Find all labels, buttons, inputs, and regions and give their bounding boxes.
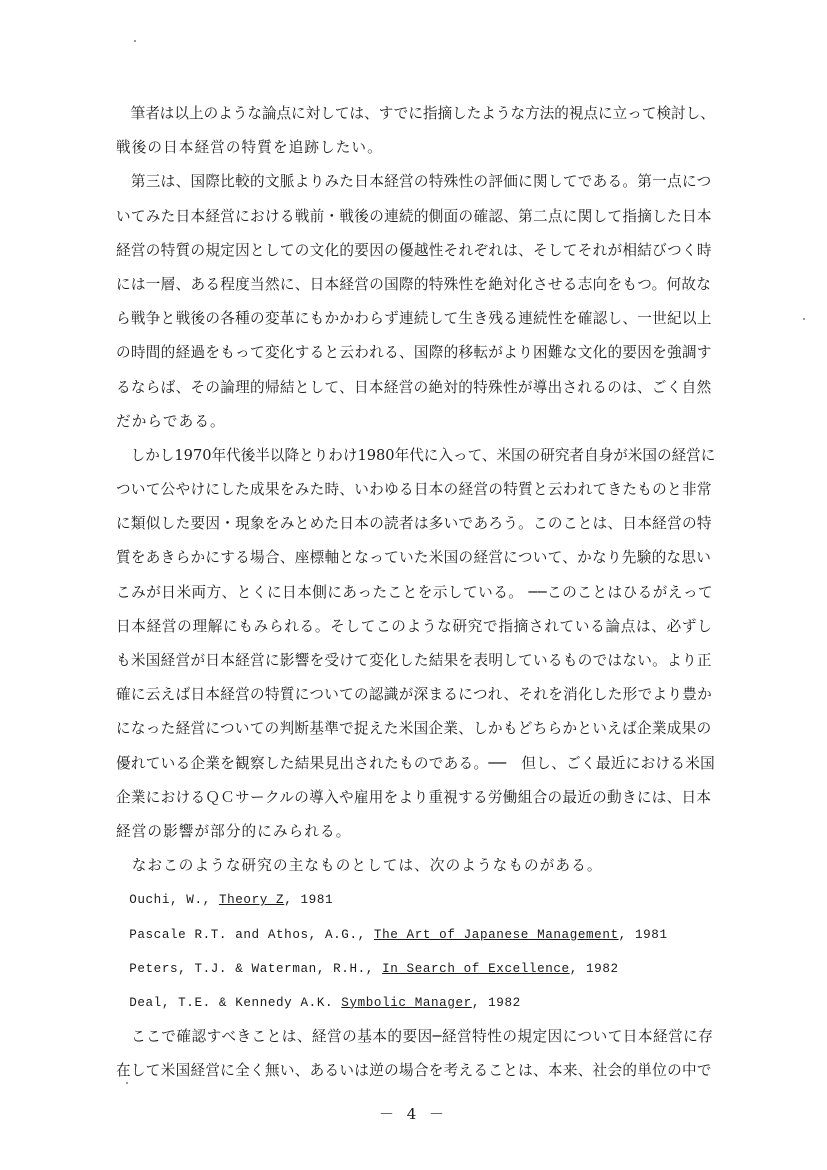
text-line: こみが日米両方、とくに日本側にあったことを示している。 ──このことはひるがえって <box>116 583 714 601</box>
reference-title: The Art of Japanese Management <box>373 927 619 942</box>
scan-speck <box>134 40 136 42</box>
text-line: ついて公やけにした成果をみた時、いわゆる日本の経営の特質と云われてきたものと非常 <box>116 481 712 499</box>
reference-entry <box>116 952 716 986</box>
reference-entry <box>116 883 716 917</box>
body-text <box>116 97 716 1088</box>
reference-title: Symbolic Manager <box>341 995 472 1010</box>
text-line: ら戦争と戦後の各種の変革にもかかわらず連続して生き残る連続性を確認し、一世紀以上 <box>116 310 712 328</box>
reference-title: Theory Z <box>218 893 285 908</box>
text-line: なおこのような研究の主なものとしては、次のようなものがある。 <box>116 857 603 875</box>
text-line: 在して米国経営に全く無い、あるいは逆の場合を考えることは、本来、社会的単位の中で <box>116 1062 712 1080</box>
text-line: には一層、ある程度当然に、日本経営の国際的特殊性を絶対化させる志向をもつ。何故な <box>116 275 712 293</box>
text-line: 日本経営の理解にもみられる。そしてこのような研究で指摘されている論点は、必ずし <box>116 617 713 635</box>
text-line: ここで確認すべきことは、経営の基本的要因─経営特性の規定因について日本経営に存 <box>116 1028 714 1046</box>
text-line: いてみた日本経営における戦前・戦後の連続的側面の確認、第二点に関して指摘した日本 <box>116 207 712 225</box>
text-line: だからである。 <box>116 412 226 430</box>
reference-year: , 1982 <box>569 961 619 976</box>
reference-authors: Deal, T.E. & Kennedy A.K. <box>116 995 342 1010</box>
text-line: しかし1970年代後半以降とりわけ1980年代に入って、米国の研究者自身が米国の経営に <box>116 446 716 464</box>
page-number: － 4 － <box>378 1105 449 1123</box>
text-line: に類似した要因・現象をみとめた日本の読者は多いであろう。このことは、日本経営の特 <box>116 515 712 533</box>
text-line: 経営の影響が部分的にみられる。 <box>116 822 352 840</box>
text-line: 筆者は以上のような論点に対しては、すでに指摘したような方法的視点に立って検討し、 <box>116 105 715 122</box>
reference-authors: Ouchi, W., <box>116 893 219 908</box>
text-line: 優れている企業を観察した結果見出されたものである。── 但し、ごく最近における米国 <box>116 754 716 772</box>
text-line: 確に云えば日本経営の特質についての認識が深まるにつれ、それを消化した形でより豊か <box>116 686 713 704</box>
text-line: 戦後の日本経営の特質を追跡したい。 <box>116 139 383 157</box>
reference-year: , 1981 <box>618 927 668 942</box>
reference-authors: Peters, T.J. & Waterman, R.H., <box>116 961 383 976</box>
text-line: 企業におけるＱＣサークルの導入や雇用をより重視する労働組合の最近の動きには、日本 <box>116 788 712 806</box>
text-line: も米国経営が日本経営に影響を受けて変化した結果を表明しているものではない。より正 <box>116 652 712 669</box>
text-line: るならば、その論理的帰結として、日本経営の絶対的特殊性が導出されるのは、ごく自然 <box>116 378 712 396</box>
reference-entry <box>116 918 716 952</box>
reference-authors: Pascale R.T. and Athos, A.G., <box>116 927 374 942</box>
text-line: の時間的経過をもって変化すると云われる、国際的移転がより困難な文化的要因を強調す <box>116 344 712 362</box>
reference-title: In Search of Excellence <box>382 961 570 976</box>
text-line: 質をあきらかにする場合、座標軸となっていた米国の経営について、かなり先験的な思い <box>116 549 712 567</box>
text-line: になった経営についての判断基準で捉えた米国企業、しかもどちらかといえば企業成果の <box>116 720 712 738</box>
text-line: 経営の特質の規定因としての文化的要因の優越性それぞれは、そしてそれが相結びつく時 <box>116 241 712 259</box>
scan-speck <box>803 318 805 320</box>
reference-year: , 1982 <box>471 995 521 1010</box>
reference-entry <box>116 986 716 1020</box>
text-line: 第三は、国際比較的文脈よりみた日本経営の特殊性の評価に関してである。第一点につ <box>116 173 712 191</box>
reference-year: , 1981 <box>284 893 334 908</box>
